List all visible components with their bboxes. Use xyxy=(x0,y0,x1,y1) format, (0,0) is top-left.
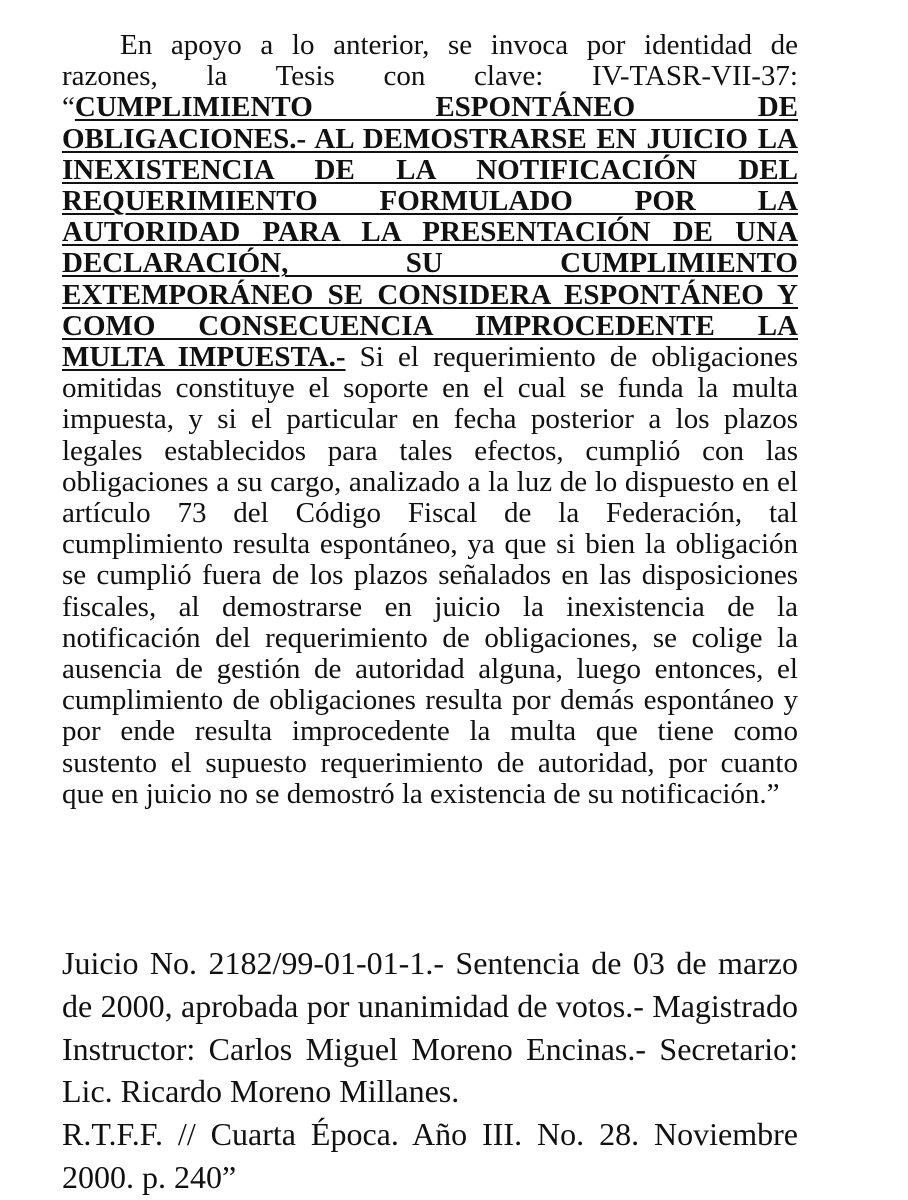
opening-quote-mark: “ xyxy=(62,91,75,124)
thesis-title: CUMPLIMIENTO ESPONTÁNEO DE OBLIGACIONES.- AL DEMOSTRARSE EN JUICIO LA INEXISTENCIA DE LA NOTIFICACIÓN DEL REQUERIMIENTO FORMULADO POR LA AUTORIDAD PARA LA PRESENTACIÓN DE UNA DECLARACIÓN, SU CUMPLIMIENTO EXTEMPORÁNEO SE CONSIDERA ESPONTÁNEO Y COMO CONSECUENCIA IMPROCEDENTE LA MULTA IMPUESTA.- xyxy=(62,91,798,374)
thesis-body-text: Si el requerimiento de obligaciones omitidas constituye el soporte en el cual se funda la multa impuesta, y si el particular en fecha posterior a los plazos legales establecidos para tales efectos, cumplió con las obligaciones a su cargo, analizado a la luz de lo dispuesto en el artículo 73 del Código Fiscal de la Federación, tal cumplimiento resulta espontáneo, ya que si bien la obligación se cumplió fuera de los plazos señalados en las disposiciones fiscales, al demostrarse en juicio la inexistencia de la notificación del requerimiento de obligaciones, se colige la ausencia de gestión de autoridad alguna, luego entonces, el cumplimiento de obligaciones resulta por demás espontáneo y por ende resulta improcedente la multa que tiene como sustento el supuesto requerimiento de autoridad, por cuanto que en juicio no se demostró la existencia de su notificación.” xyxy=(62,341,799,810)
thesis-intro-text: En apoyo a lo anterior, se invoca por identidad de razones, la Tesis con clave: IV-TASR-VII-37: xyxy=(62,29,798,93)
thesis-quote-paragraph xyxy=(62,30,798,810)
case-citation xyxy=(62,942,798,1199)
source-reference-text: R.T.F.F. // Cuarta Época. Año III. No. 28. Noviembre 2000. p. 240” xyxy=(62,1116,798,1195)
case-and-ruling-text: Juicio No. 2182/99-01-01-1.- Sentencia de 03 de marzo de 2000, aprobada por unanimidad de votos.- Magistrado Instructor: Carlos Miguel Moreno Encinas.- Secretario: Lic. Ricardo Moreno Millanes. xyxy=(62,945,798,1110)
